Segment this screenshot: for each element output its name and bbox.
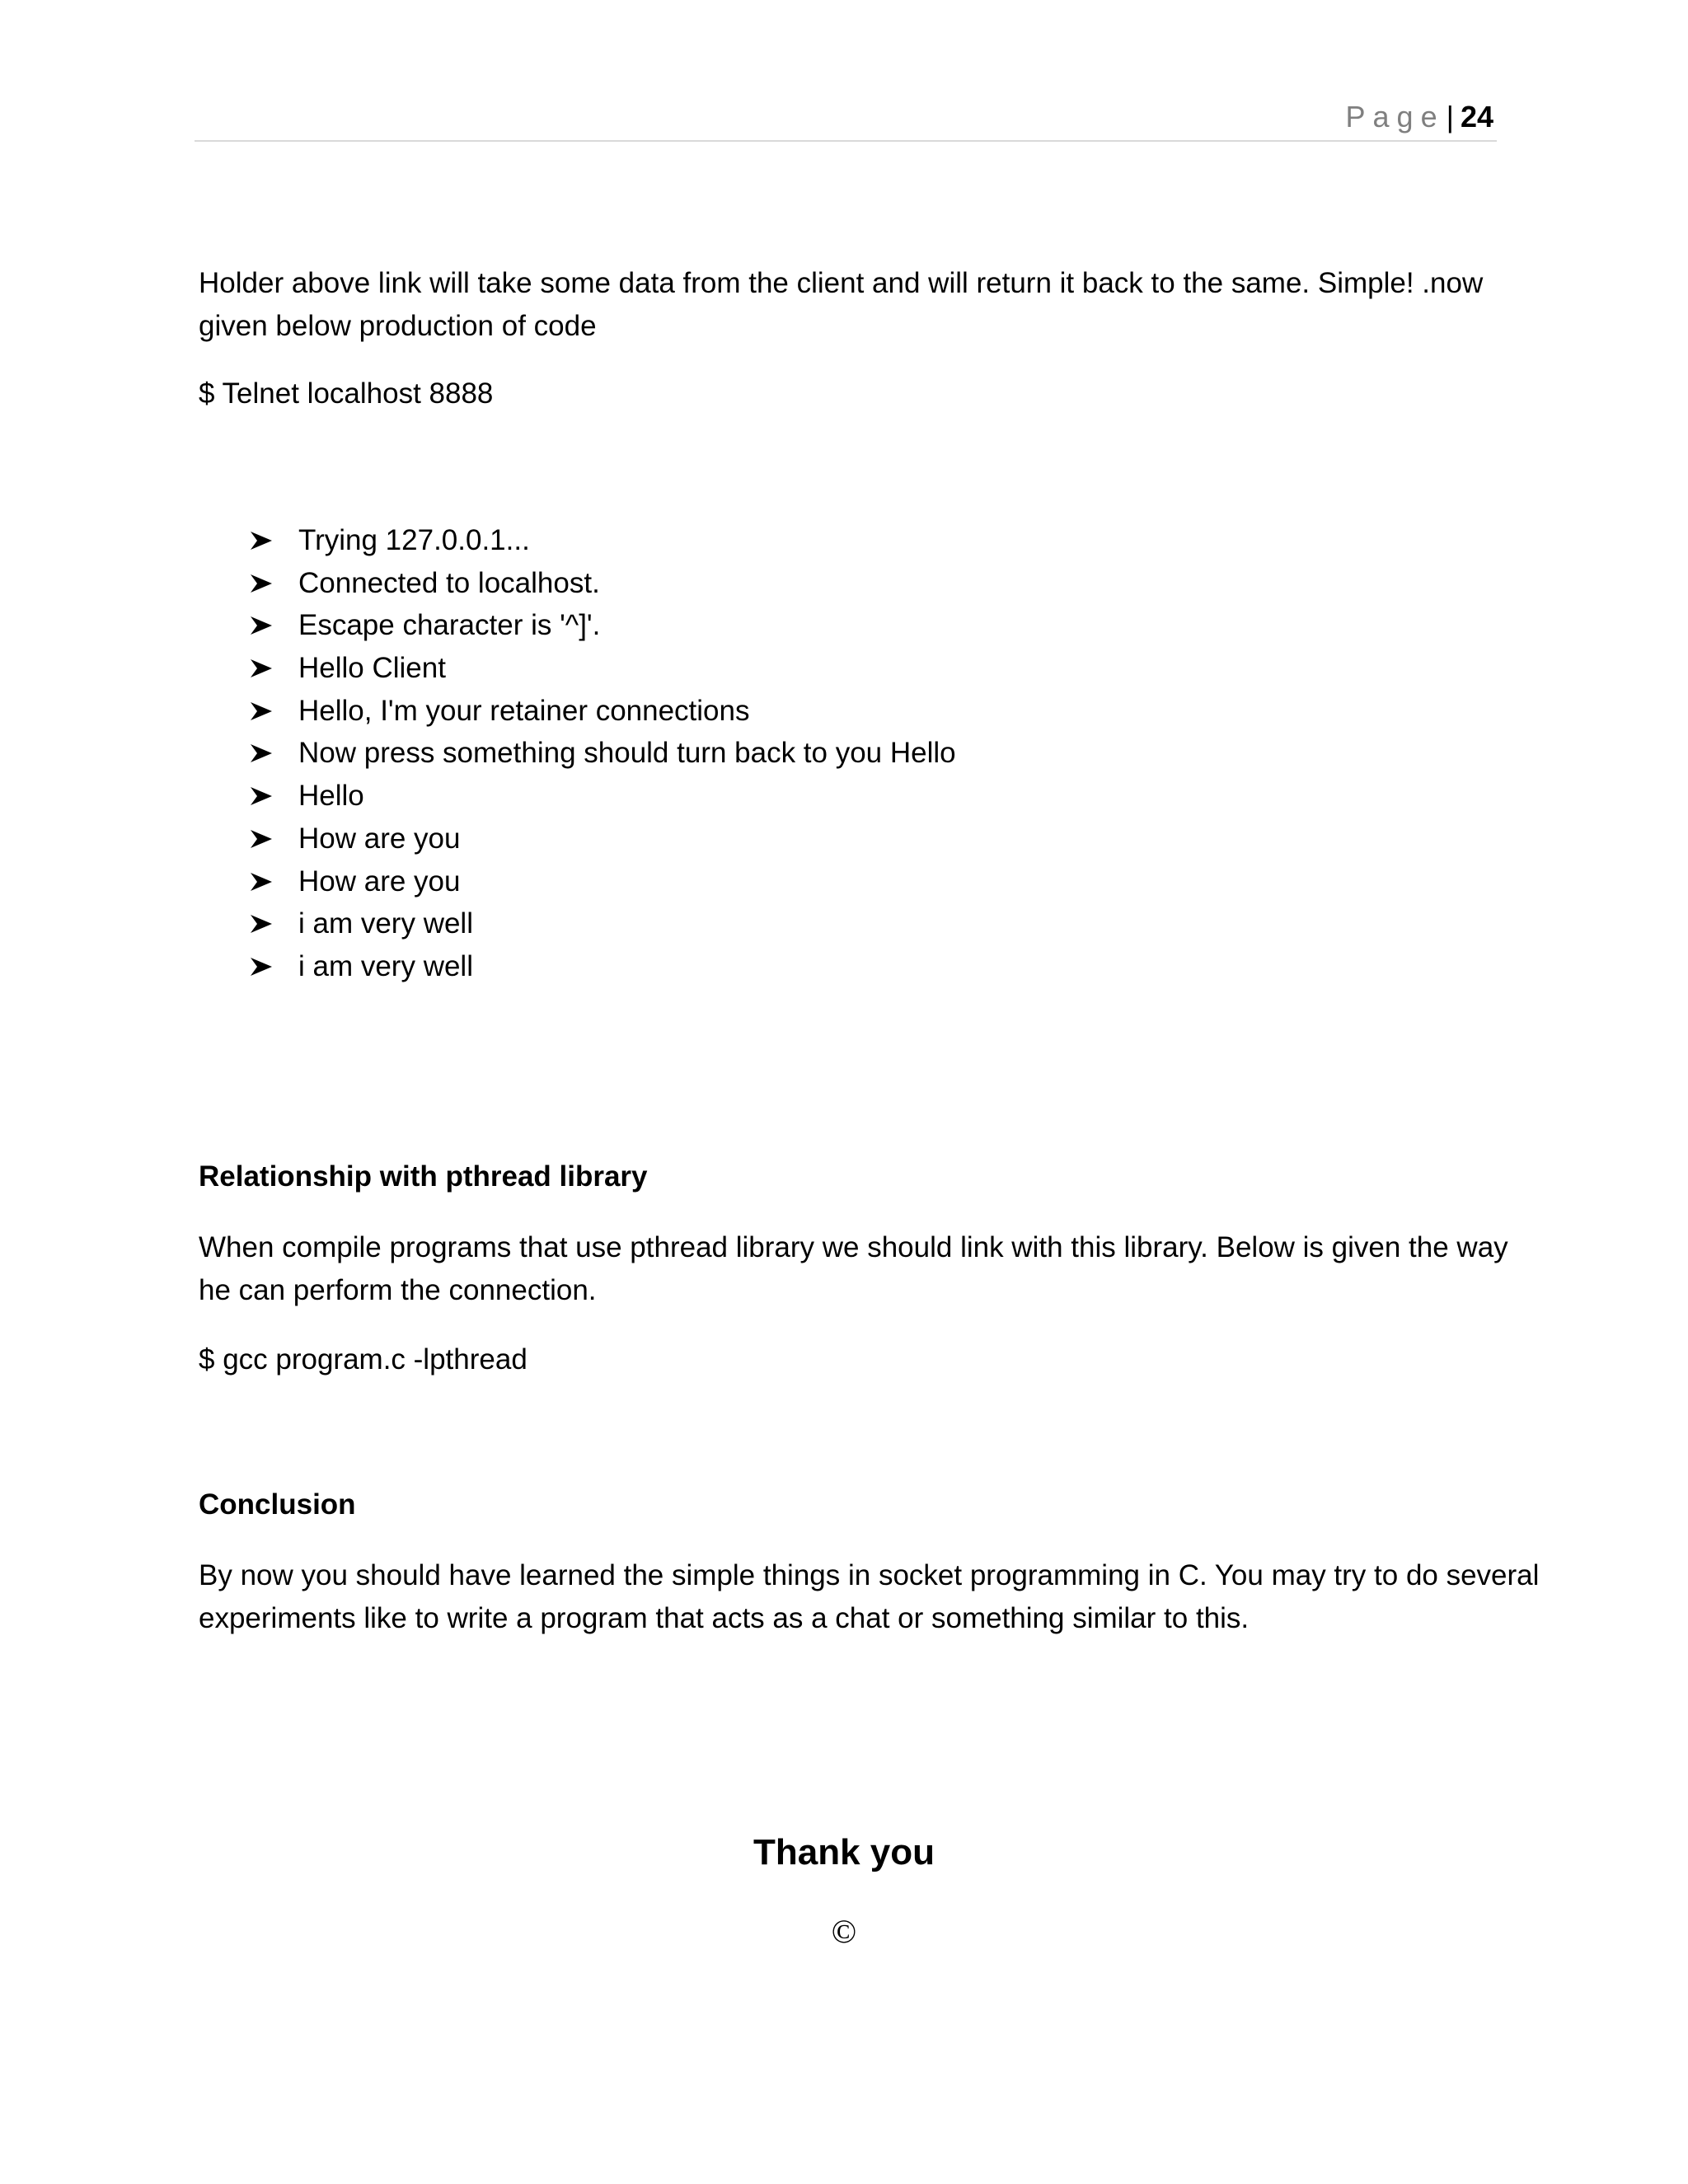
arrowhead-bullet-icon <box>251 873 272 891</box>
thank-you-heading: Thank you <box>753 1832 935 1872</box>
arrowhead-bullet-icon <box>251 574 272 593</box>
page-header <box>195 97 1497 142</box>
intro-paragraph-line-2: given below production of code <box>199 310 597 342</box>
arrowhead-bullet-icon <box>251 744 272 762</box>
list-item-text: Trying 127.0.0.1... <box>298 524 530 556</box>
pthread-paragraph-line-1: When compile programs that use pthread library we should link with this library. Below is given the way <box>199 1231 1508 1263</box>
list-item-text: i am very well <box>298 907 473 940</box>
telnet-command: $ Telnet localhost 8888 <box>199 377 494 410</box>
conclusion-heading: Conclusion <box>199 1488 356 1521</box>
conclusion-paragraph-line-1: By now you should have learned the simple things in socket programming in C. You may try to do several <box>199 1559 1540 1591</box>
pthread-paragraph-line-2: he can perform the connection. <box>199 1274 597 1306</box>
arrowhead-bullet-icon <box>251 958 272 976</box>
list-item-text: How are you <box>298 865 461 898</box>
list-item-text: Hello <box>298 780 364 813</box>
arrowhead-bullet-icon <box>251 787 272 805</box>
copyright-symbol: © <box>831 1913 857 1950</box>
page-number-value: 24 <box>1460 100 1493 134</box>
page-label: Page <box>1345 100 1445 134</box>
list-item-text: Hello Client <box>298 652 446 685</box>
page-number <box>1346 99 1493 135</box>
arrowhead-bullet-icon <box>251 915 272 933</box>
conclusion-paragraph-line-2: experiments like to write a program that acts as a chat or something similar to this. <box>199 1602 1250 1634</box>
list-item-text: Hello, I'm your retainer connections <box>298 694 750 727</box>
arrowhead-bullet-icon <box>251 830 272 848</box>
arrowhead-bullet-icon <box>251 659 272 677</box>
list-item-text: Escape character is '^]'. <box>298 609 601 642</box>
intro-paragraph-line-1: Holder above link will take some data from the client and will return it back to the same. Simple! .now <box>199 267 1484 299</box>
list-item-text: i am very well <box>298 949 473 982</box>
pthread-heading: Relationship with pthread library <box>199 1160 648 1193</box>
arrowhead-bullet-icon <box>251 532 272 550</box>
list-item-text: How are you <box>298 822 461 855</box>
gcc-command: $ gcc program.c -lpthread <box>199 1343 528 1376</box>
arrowhead-bullet-icon <box>251 702 272 720</box>
arrowhead-bullet-icon <box>251 616 272 635</box>
page-separator: | <box>1446 100 1454 134</box>
list-item-text: Connected to localhost. <box>298 566 600 599</box>
list-item-text: Now press something should turn back to you Hello <box>298 737 956 770</box>
